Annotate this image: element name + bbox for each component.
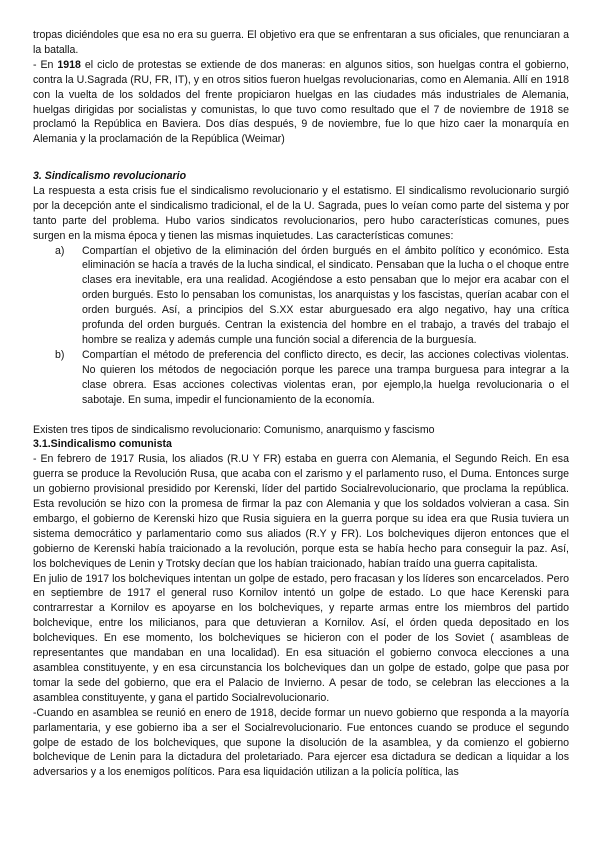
list-marker-b: b) [55, 348, 65, 361]
section-3-1-paragraph-2: En julio de 1917 los bolcheviques intentan un golpe de estado, pero fracasan y los líderes son encarcelados. Pero en septiembre de 1917 el general ruso Kornilov intentó un golpe de estado. Lo que hace Kerenski para contrarrestar a Kornilov es apoyarse en los bolcheviques, y reparte armas entre los miembros del partido bolchevique, entre los milicianos, para que detuvieran a Kornilov. Así, el órden queda depositado en los bolcheviques. En ese momento, los bolcheviques se hicieron con el poder de los Soviet ( asambleas de representantes que mandaban en una localidad). En esa situación el gobierno convoca elecciones a una asamblea constituyente, y en esa circunstancia los bolcheviques dan un golpe de estado, golpe que pasa por tomar la sede del gobierno, que era el Palacio de Invierno. A pesar de todo, se celebran las elecciones a la asamblea constituyente, y gana el partido Socialrevolucionario. [33, 572, 569, 704]
section-3-1-heading: 3.1.Sindicalismo comunista [33, 438, 172, 451]
intro-section [33, 28, 569, 147]
characteristics-list [33, 244, 569, 408]
main-section [33, 154, 569, 780]
section-3-1-paragraph-3: -Cuando en asamblea se reunió en enero de 1918, decide formar un nuevo gobierno que responda a la mayoría parlamentaria, y ese gobierno iba a ser el Socialrevolucionario. Fue entonces cuando se produce el segundo golpe de estado de los bolcheviques, que supone la disolución de la asamblea, y da comienzo el gobierno bolchevique de Lenin para la dictadura del proletariado. Para ejercer esa dictadura se dedican a liquidar a los adversarios y a los enemigos políticos. Para esa liquidación utilizan a la policía política, las [33, 706, 569, 779]
list-item-text: Compartían el método de preferencia del conflicto directo, es decir, las acciones colectivas violentas. No quieren los métodos de negociación porque les parece una trampa burguesa para integrar a la clase obrera. Esas acciones colectivas violentas eran, por ejemplo,la huelga revolucionaria o el sabotaje. En suma, impedir el funcionamiento de la economía. [82, 348, 569, 406]
list-item [33, 348, 569, 408]
list-marker-a: a) [55, 244, 65, 257]
section-3-1-paragraph-1: - En febrero de 1917 Rusia, los aliados (R.U Y FR) estaba en guerra con Alemania, el Segundo Reich. En esa guerra se produce la Revolución Rusa, que acaba con el zarismo y el parlamento ruso, el Duma. Entonces surge un gobierno provisional presidido por Kerenski, líder del partido Socialrevolucionario, que proclama la república. Esta revolución se hizo con la promesa de firmar la paz con Alemania y que los soldados volvieran a casa. Sin embargo, el gobierno de Kerenski hizo que Rusia siguiera en la guerra porque su idea era que Rusia tuviera un sistema democrático y parlamentario como sus aliados (R.Y y FR). Los bolcheviques dijeron entonces que el gobierno de Kerenski había traicionado a la revolución, porque esta se había hecho para conseguir la paz. Así, los bolcheviques de Lenin y Trotsky decían que los habían traicionado, habían traído una guerra capitalista. [33, 453, 569, 570]
intro-p2-body: el ciclo de protestas se extiende de dos maneras: en algunos sitios, son huelgas contra el gobierno, contra la U.Sagrada (RU, FR, IT), y en otros sitios fueron huelgas revolucionarias, como en Alemania. Allí en 1918 con la vuelta de los soldados del frente propiciaron huelgas en las ciudades más industriales de Alemania, huelgas dirigidas por socialistas y comunistas, lo que tuvo como resultado que el 7 de noviembre de 1918 se proclamó la República en Baviera. Dos días después, 9 de noviembre, fue lo que hizo caer la monarquía en Alemania y la proclamación de la República (Weimar) [33, 58, 570, 146]
section-3-intro: La respuesta a esta crisis fue el sindicalismo revolucionario y el estatismo. El sindicalismo revolucionario surgió por la decepción ante el sindicalismo tradicional, el de la U. Sagrada, pues lo veían como parte del sistema y por tanto parte del problema. Hubo varios sindicatos revolucionarios, pero hubo características comunes, pues surgen en la misma época y tienen las mismas inquietudes. Las características comunes: [33, 184, 569, 242]
intro-p2-year: 1918 [57, 58, 81, 71]
intro-paragraph-1: tropas diciéndoles que esa no era su guerra. El objetivo era que se enfrentaran a sus oficiales, que renunciaran a la batalla. [33, 29, 569, 56]
spacer [33, 408, 569, 423]
section-3-heading: 3. Sindicalismo revolucionario [33, 170, 187, 182]
intro-p2-prefix: - En [33, 58, 58, 71]
list-item [33, 244, 569, 348]
spacer [33, 154, 569, 169]
revolutionary-types-sentence: Existen tres tipos de sindicalismo revolucionario: Comunismo, anarquismo y fascismo [33, 423, 435, 436]
intro-paragraph-2 [33, 58, 569, 147]
list-item-text: Compartían el objetivo de la eliminación del órden burgués en el ámbito político y económico. Esta eliminación se hacía a través de la lucha sindical, el sindicato. Pensaban que la lucha o el choque entre clases era inevitable, era una realidad. Acogiéndose a esto pensaban que lo mejor era acabar con el orden burgués. Esto lo pensaban los comunistas, los anarquistas y los fascistas, querían acabar con el orden burgués. Así, a principios del S.XX estar aburguesado era algo negativo, hay una crítica profunda del orden burgués. Centran la existencia del hombre en el trabajo, a través del trabajo el hombre se realiza y además cumple una función social a diferencia de la burguesía. [82, 244, 569, 346]
